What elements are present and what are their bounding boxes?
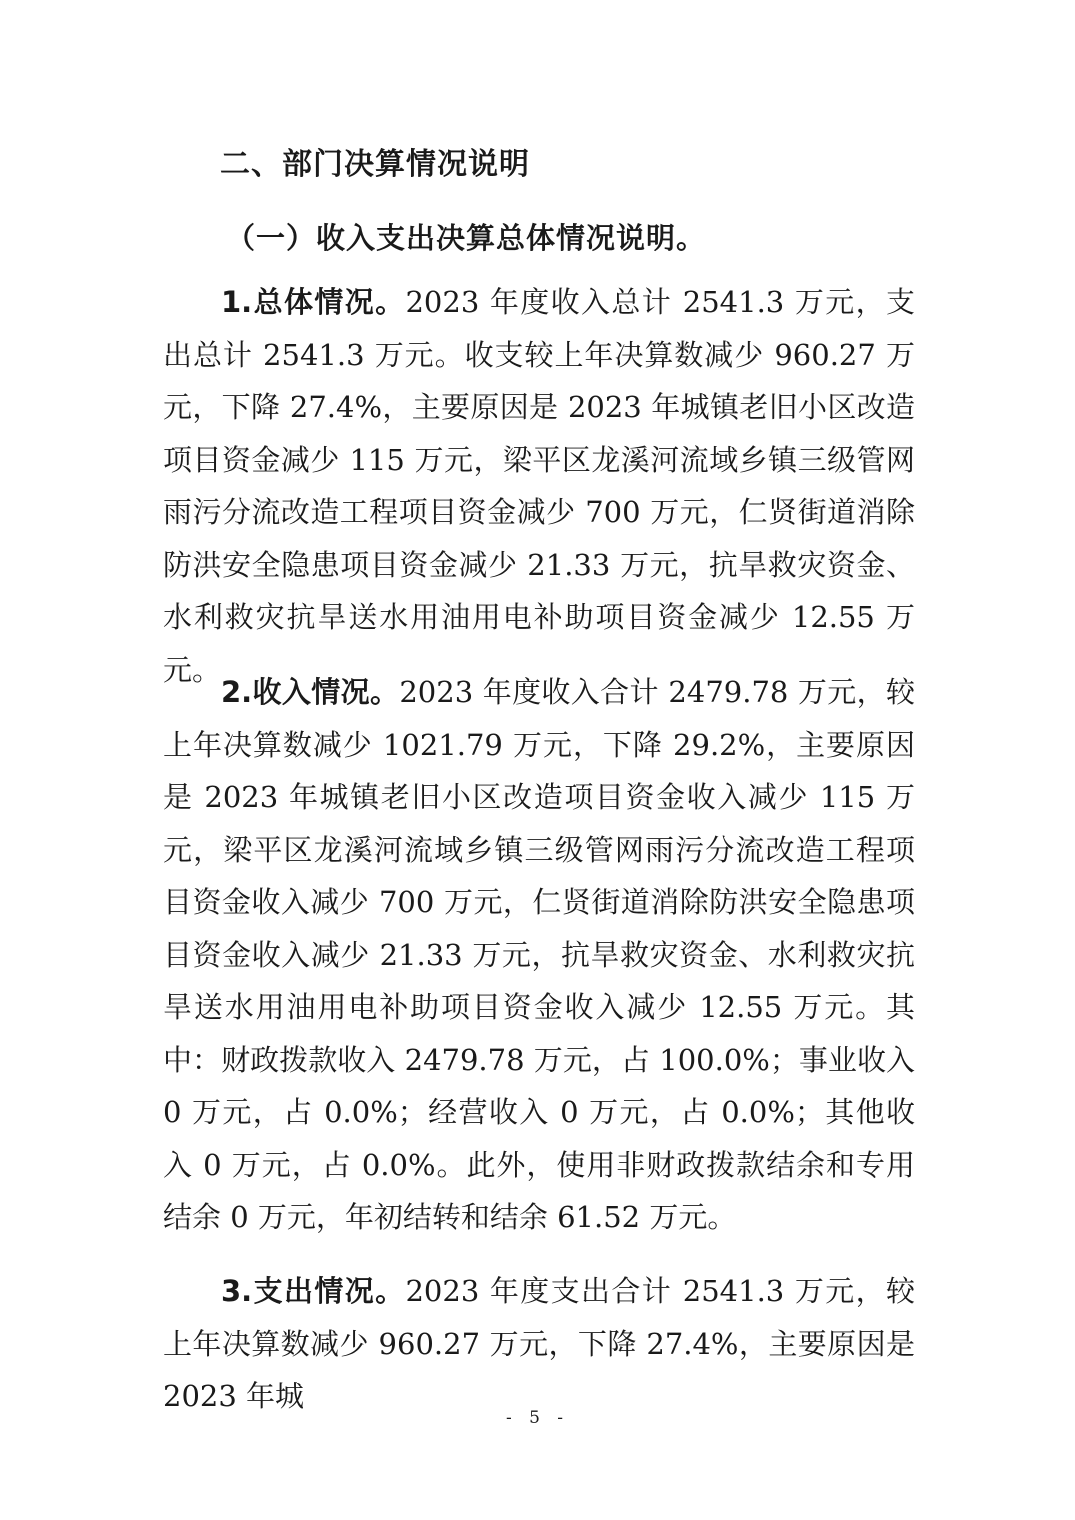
- paragraph-lead: 1.总体情况。: [221, 285, 406, 319]
- paragraph-lead: 2.收入情况。: [221, 675, 400, 709]
- section-heading: 二、部门决算情况说明: [220, 147, 530, 182]
- paragraph-overall: [163, 276, 915, 696]
- paragraph-lead: 3.支出情况。: [221, 1274, 406, 1308]
- page-number: - 5 -: [505, 1408, 570, 1428]
- paragraph-expenditure: [163, 1265, 915, 1423]
- paragraph-body: 2023 年度收入合计 2479.78 万元，较上年决算数减少 1021.79 万元，下降 29.2%，主要原因是 2023 年城镇老旧小区改造项目资金收入减少 115 万元，梁平区龙溪河流域乡镇三级管网雨污分流改造工程项目资金收入减少 700 万元，仁贤街道消除防洪安全隐患项目资金收入减少 21.33 万元，抗旱救灾资金、水利救灾抗旱送水用油用电补助项目资金收入减少 12.55 万元。其中：财政拨款收入 2479.78 万元，占 100.0%；事业收入 0 万元，占 0.0%；经营收入 0 万元，占 0.0%；其他收入 0 万元，占 0.0%。此外，使用非财政拨款结余和专用结余 0 万元，年初结转和结余 61.52 万元。: [163, 675, 915, 1234]
- paragraph-income: [163, 666, 915, 1244]
- paragraph-body: 2023 年度收入总计 2541.3 万元，支出总计 2541.3 万元。收支较上年决算数减少 960.27 万元，下降 27.4%，主要原因是 2023 年城镇老旧小区改造项目资金减少 115 万元，梁平区龙溪河流域乡镇三级管网雨污分流改造工程项目资金减少 700 万元，仁贤街道消除防洪安全隐患项目资金减少 21.33 万元，抗旱救灾资金、水利救灾抗旱送水用油用电补助项目资金减少 12.55 万元。: [163, 285, 915, 687]
- paragraph-body: 2023 年度支出合计 2541.3 万元，较上年决算数减少 960.27 万元，下降 27.4%，主要原因是 2023 年城: [163, 1274, 915, 1413]
- subsection-heading: （一）收入支出决算总体情况说明。: [226, 221, 707, 255]
